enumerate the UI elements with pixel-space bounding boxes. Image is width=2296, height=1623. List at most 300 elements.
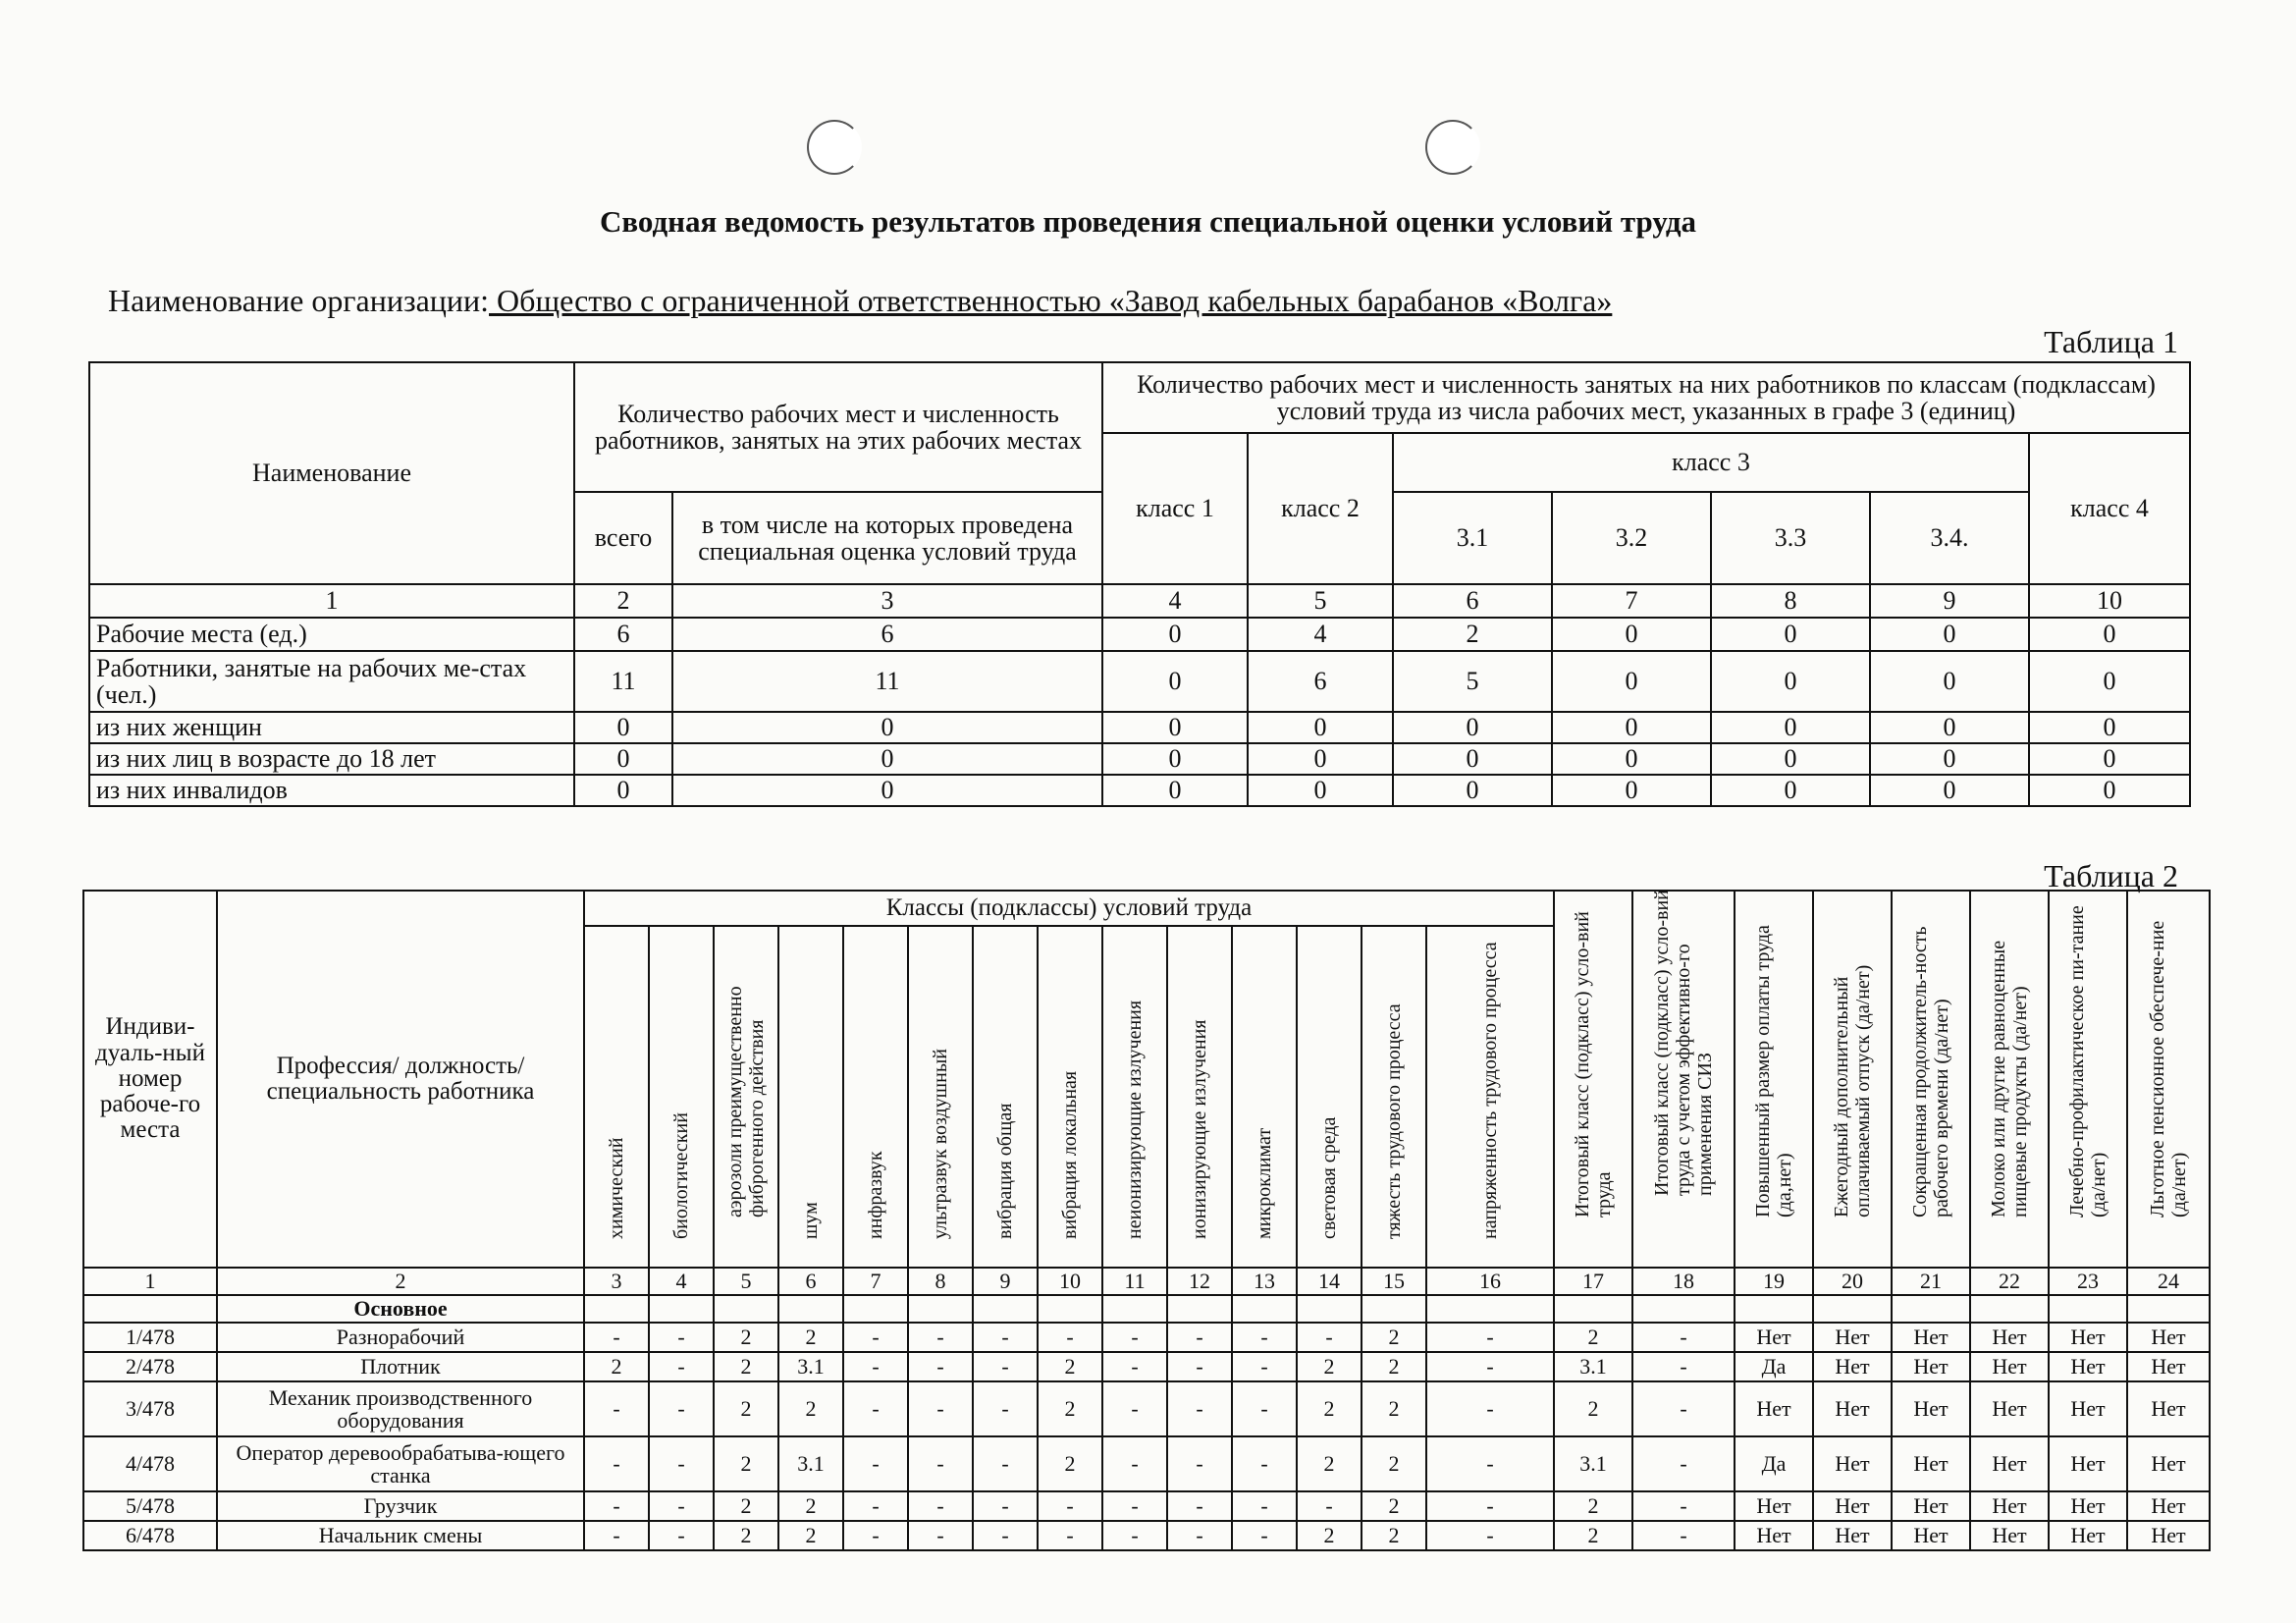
- t1-cell: 6: [1248, 651, 1393, 712]
- t2-header-factor: световая среда: [1297, 926, 1362, 1268]
- t2-cell: Нет: [1970, 1491, 2049, 1521]
- t2-colnum: 8: [908, 1268, 973, 1295]
- t2-cell: Нет: [2049, 1521, 2127, 1550]
- t2-cell: -: [1038, 1521, 1102, 1550]
- t2-header-factor: тяжесть трудового процесса: [1362, 926, 1426, 1268]
- t1-colnum: 8: [1711, 584, 1870, 618]
- t2-empty-cell: [1632, 1295, 1735, 1323]
- t2-cell: -: [1167, 1436, 1232, 1491]
- t2-cell: Нет: [2127, 1521, 2210, 1550]
- t2-empty-cell: [1232, 1295, 1297, 1323]
- t2-cell: 2: [778, 1491, 843, 1521]
- t2-cell: -: [973, 1436, 1038, 1491]
- t2-header-factor: вибрация общая: [973, 926, 1038, 1268]
- t2-cell: 2: [1297, 1352, 1362, 1381]
- t2-cell: Нет: [1735, 1491, 1813, 1521]
- t1-cell: 0: [1552, 618, 1711, 651]
- t2-cell: Нет: [2127, 1323, 2210, 1352]
- t1-colnum: 4: [1102, 584, 1248, 618]
- t2-colnum: 3: [584, 1268, 649, 1295]
- t2-cell: -: [1632, 1521, 1735, 1550]
- t1-cell: 0: [1711, 775, 1870, 806]
- t2-cell: Нет: [2049, 1491, 2127, 1521]
- t1-cell: 0: [1870, 618, 2029, 651]
- t2-cell: -: [1232, 1323, 1297, 1352]
- t1-cell: 0: [2029, 743, 2190, 775]
- t1-cell: 0: [2029, 651, 2190, 712]
- t1-header-count: Количество рабочих мест и численность работников, занятых на этих рабочих местах: [574, 362, 1102, 492]
- t2-empty-cell: [83, 1295, 217, 1323]
- t1-colnum: 1: [89, 584, 574, 618]
- t1-cell: 0: [1711, 618, 1870, 651]
- t2-cell: 2: [1554, 1491, 1632, 1521]
- t1-row-label: из них женщин: [89, 712, 574, 743]
- t2-cell: -: [584, 1436, 649, 1491]
- t1-header-class4: класс 4: [2029, 433, 2190, 584]
- t2-cell: -: [908, 1323, 973, 1352]
- t2-cell: -: [843, 1436, 908, 1491]
- t1-colnum: 6: [1393, 584, 1552, 618]
- t2-row: [83, 1491, 2210, 1521]
- t2-cell: -: [1426, 1381, 1554, 1436]
- t2-cell: Нет: [1735, 1381, 1813, 1436]
- t1-cell: 4: [1248, 618, 1393, 651]
- t2-cell: 2: [714, 1352, 778, 1381]
- t2-cell: -: [584, 1323, 649, 1352]
- t2-colnum: 22: [1970, 1268, 2049, 1295]
- t2-cell: 2: [1297, 1436, 1362, 1491]
- t2-colnum: 15: [1362, 1268, 1426, 1295]
- t1-cell: 0: [574, 712, 672, 743]
- t2-cell: -: [1426, 1521, 1554, 1550]
- t2-cell: -: [973, 1521, 1038, 1550]
- t2-cell: -: [1102, 1521, 1167, 1550]
- t2-section-label: Основное: [217, 1295, 584, 1323]
- t2-cell: -: [584, 1521, 649, 1550]
- t2-header-factor: ионизирующие излучения: [1167, 926, 1232, 1268]
- t1-cell: 0: [2029, 618, 2190, 651]
- t1-body: [89, 618, 2190, 806]
- t2-cell: 2: [714, 1323, 778, 1352]
- t2-cell: Нет: [2049, 1381, 2127, 1436]
- t2-header-factor: шум: [778, 926, 843, 1268]
- t2-cell: Нет: [1970, 1436, 2049, 1491]
- t1-header-3-1: 3.1: [1393, 492, 1552, 584]
- t1-cell: 2: [1393, 618, 1552, 651]
- t1-cell: 6: [672, 618, 1102, 651]
- organization-line: [108, 283, 1612, 319]
- t2-workplace-id: 1/478: [83, 1323, 217, 1352]
- page-title: Сводная ведомость результатов проведения специальной оценки условий труда: [599, 204, 1697, 239]
- t2-colnum: 13: [1232, 1268, 1297, 1295]
- t1-cell: 11: [574, 651, 672, 712]
- t2-cell: -: [1102, 1352, 1167, 1381]
- t1-cell: 0: [1393, 743, 1552, 775]
- t1-cell: 0: [1552, 743, 1711, 775]
- t2-header-result: Молоко или другие равноценные пищевые продукты (да/нет): [1970, 891, 2049, 1268]
- t2-header-factor: микроклимат: [1232, 926, 1297, 1268]
- t1-row: [89, 618, 2190, 651]
- t2-cell: -: [1232, 1381, 1297, 1436]
- t2-cell: -: [908, 1491, 973, 1521]
- t2-colnum: 14: [1297, 1268, 1362, 1295]
- t2-cell: -: [1167, 1381, 1232, 1436]
- t2-cell: Нет: [1970, 1352, 2049, 1381]
- t1-row: [89, 712, 2190, 743]
- t2-cell: 2: [1362, 1381, 1426, 1436]
- t2-header-factor: напряженность трудового процесса: [1426, 926, 1554, 1268]
- t2-profession: Разнорабочий: [217, 1323, 584, 1352]
- t2-cell: 2: [1554, 1381, 1632, 1436]
- t2-colnum: 20: [1813, 1268, 1892, 1295]
- t2-colnum: 7: [843, 1268, 908, 1295]
- t2-cell: 2: [584, 1352, 649, 1381]
- t2-cell: -: [1297, 1323, 1362, 1352]
- t2-row: [83, 1352, 2210, 1381]
- t2-cell: Нет: [1892, 1352, 1970, 1381]
- t2-cell: -: [1232, 1521, 1297, 1550]
- t2-cell: -: [908, 1352, 973, 1381]
- t2-colnum: 12: [1167, 1268, 1232, 1295]
- t2-cell: -: [973, 1323, 1038, 1352]
- t2-profession: Начальник смены: [217, 1521, 584, 1550]
- t2-cell: -: [973, 1381, 1038, 1436]
- t2-cell: 2: [1362, 1352, 1426, 1381]
- t2-workplace-id: 3/478: [83, 1381, 217, 1436]
- t1-header-assessed: в том числе на которых проведена специальная оценка условий труда: [672, 492, 1102, 584]
- t1-row-label: Рабочие места (ед.): [89, 618, 574, 651]
- t2-cell: -: [584, 1491, 649, 1521]
- t2-profession: Оператор деревообрабатыва-ющего станка: [217, 1436, 584, 1491]
- t2-cell: Нет: [2049, 1323, 2127, 1352]
- t1-colnum-row: [89, 584, 2190, 618]
- t1-header-3-3: 3.3: [1711, 492, 1870, 584]
- t1-row: [89, 651, 2190, 712]
- t2-cell: -: [843, 1491, 908, 1521]
- t2-colnum: 6: [778, 1268, 843, 1295]
- t2-empty-cell: [1970, 1295, 2049, 1323]
- t2-cell: -: [1297, 1491, 1362, 1521]
- t2-cell: Нет: [1892, 1381, 1970, 1436]
- t1-colnum: 5: [1248, 584, 1393, 618]
- t2-cell: Да: [1735, 1436, 1813, 1491]
- t2-cell: 3.1: [778, 1352, 843, 1381]
- t2-empty-cell: [1102, 1295, 1167, 1323]
- t2-cell: 2: [1038, 1381, 1102, 1436]
- t2-cell: 2: [1362, 1436, 1426, 1491]
- t2-header-factor: аэрозоли преимущественно фиброгенного действия: [714, 926, 778, 1268]
- t2-cell: -: [1102, 1381, 1167, 1436]
- t2-empty-cell: [1426, 1295, 1554, 1323]
- t1-header-3-4: 3.4.: [1870, 492, 2029, 584]
- t2-colnum: 1: [83, 1268, 217, 1295]
- t1-cell: 0: [1711, 651, 1870, 712]
- t2-empty-cell: [2049, 1295, 2127, 1323]
- t1-cell: 0: [1393, 712, 1552, 743]
- t2-cell: -: [1232, 1491, 1297, 1521]
- t2-empty-cell: [1362, 1295, 1426, 1323]
- workplace-table: [82, 890, 2211, 1551]
- t2-cell: 2: [1554, 1521, 1632, 1550]
- t2-colnum: 21: [1892, 1268, 1970, 1295]
- t2-header-classes: Классы (подклассы) условий труда: [584, 891, 1554, 926]
- t2-colnum: 5: [714, 1268, 778, 1295]
- t2-cell: 2: [1554, 1323, 1632, 1352]
- t2-cell: -: [1102, 1436, 1167, 1491]
- t2-colnum: 11: [1102, 1268, 1167, 1295]
- t2-cell: -: [649, 1521, 714, 1550]
- t1-colnum: 10: [2029, 584, 2190, 618]
- t2-cell: -: [1426, 1436, 1554, 1491]
- t2-cell: -: [1632, 1323, 1735, 1352]
- t2-cell: Нет: [1813, 1491, 1892, 1521]
- t2-cell: -: [1167, 1352, 1232, 1381]
- t2-header-result: Ежегодный дополнительный оплачиваемый отпуск (да/нет): [1813, 891, 1892, 1268]
- t2-row: [83, 1521, 2210, 1550]
- t1-cell: 0: [1102, 651, 1248, 712]
- t2-cell: 3.1: [1554, 1436, 1632, 1491]
- t2-header-factor: неионизирующие излучения: [1102, 926, 1167, 1268]
- t1-header-name: Наименование: [89, 362, 574, 584]
- t2-cell: Нет: [1813, 1521, 1892, 1550]
- t2-cell: -: [1232, 1352, 1297, 1381]
- t1-cell: 5: [1393, 651, 1552, 712]
- t2-cell: Нет: [1892, 1491, 1970, 1521]
- t2-workplace-id: 2/478: [83, 1352, 217, 1381]
- t1-cell: 0: [1102, 775, 1248, 806]
- t2-empty-cell: [778, 1295, 843, 1323]
- t1-cell: 0: [1552, 712, 1711, 743]
- t2-cell: -: [908, 1381, 973, 1436]
- t1-cell: 0: [2029, 775, 2190, 806]
- t1-colnum: 7: [1552, 584, 1711, 618]
- t1-cell: 0: [1711, 712, 1870, 743]
- t1-cell: 0: [1870, 651, 2029, 712]
- t2-cell: -: [908, 1436, 973, 1491]
- t1-cell: 0: [1248, 743, 1393, 775]
- t2-cell: -: [1426, 1352, 1554, 1381]
- t2-cell: Да: [1735, 1352, 1813, 1381]
- t1-cell: 0: [1711, 743, 1870, 775]
- t2-cell: Нет: [2127, 1491, 2210, 1521]
- t2-cell: Нет: [1970, 1381, 2049, 1436]
- t1-cell: 0: [1870, 775, 2029, 806]
- t2-cell: -: [1632, 1436, 1735, 1491]
- t2-cell: -: [1426, 1491, 1554, 1521]
- t2-cell: -: [1426, 1323, 1554, 1352]
- t2-colnum: 10: [1038, 1268, 1102, 1295]
- t2-cell: -: [843, 1521, 908, 1550]
- t2-header-result: Лечебно-профилактическое пи-тание (да/нет): [2049, 891, 2127, 1268]
- t2-cell: Нет: [2049, 1352, 2127, 1381]
- t1-cell: 11: [672, 651, 1102, 712]
- t2-cell: 2: [1362, 1491, 1426, 1521]
- t2-workplace-id: 6/478: [83, 1521, 217, 1550]
- t2-row: [83, 1323, 2210, 1352]
- t2-colnum: 19: [1735, 1268, 1813, 1295]
- t2-colnum: 4: [649, 1268, 714, 1295]
- t2-cell: 2: [714, 1521, 778, 1550]
- t2-empty-cell: [1735, 1295, 1813, 1323]
- t2-cell: -: [843, 1323, 908, 1352]
- t2-cell: Нет: [1970, 1521, 2049, 1550]
- t2-cell: 2: [714, 1436, 778, 1491]
- t1-cell: 0: [1393, 775, 1552, 806]
- t2-empty-cell: [908, 1295, 973, 1323]
- t1-header-class1: класс 1: [1102, 433, 1248, 584]
- t2-cell: -: [843, 1381, 908, 1436]
- t2-header-factor: вибрация локальная: [1038, 926, 1102, 1268]
- t2-cell: -: [1632, 1352, 1735, 1381]
- t2-empty-cell: [1554, 1295, 1632, 1323]
- t1-cell: 0: [672, 775, 1102, 806]
- t2-cell: 2: [778, 1381, 843, 1436]
- t2-empty-cell: [714, 1295, 778, 1323]
- t2-cell: -: [649, 1323, 714, 1352]
- t2-cell: -: [1167, 1491, 1232, 1521]
- t2-empty-cell: [1038, 1295, 1102, 1323]
- t2-cell: 2: [1297, 1521, 1362, 1550]
- t2-cell: -: [1102, 1323, 1167, 1352]
- summary-table: [88, 361, 2191, 807]
- t2-colnum: 9: [973, 1268, 1038, 1295]
- t2-cell: -: [1038, 1323, 1102, 1352]
- t2-header-factor: ультразвук воздушный: [908, 926, 973, 1268]
- t2-cell: 3.1: [778, 1436, 843, 1491]
- t2-cell: Нет: [2049, 1436, 2127, 1491]
- t2-cell: 2: [714, 1381, 778, 1436]
- t2-cell: Нет: [2127, 1352, 2210, 1381]
- t1-row: [89, 743, 2190, 775]
- punch-hole-right: [1425, 120, 1480, 175]
- t2-empty-cell: [2127, 1295, 2210, 1323]
- t2-colnum-row: [83, 1268, 2210, 1295]
- t1-cell: 0: [1552, 651, 1711, 712]
- t2-cell: -: [1102, 1491, 1167, 1521]
- t2-cell: Нет: [1892, 1436, 1970, 1491]
- t1-cell: 0: [2029, 712, 2190, 743]
- t2-empty-cell: [973, 1295, 1038, 1323]
- t2-empty-cell: [1813, 1295, 1892, 1323]
- t2-colnum: 24: [2127, 1268, 2210, 1295]
- t1-cell: 0: [672, 712, 1102, 743]
- t2-header-result: Сокращенная продолжитель-ность рабочего времени (да/нет): [1892, 891, 1970, 1268]
- t1-cell: 0: [1870, 712, 2029, 743]
- t2-cell: 2: [1362, 1521, 1426, 1550]
- t2-cell: -: [649, 1381, 714, 1436]
- t1-colnum: 9: [1870, 584, 2029, 618]
- t2-cell: -: [649, 1352, 714, 1381]
- t2-colnum: 2: [217, 1268, 584, 1295]
- t2-header-factor: инфразвук: [843, 926, 908, 1268]
- t2-cell: -: [908, 1521, 973, 1550]
- t2-cell: Нет: [1813, 1436, 1892, 1491]
- t2-cell: -: [649, 1491, 714, 1521]
- t2-cell: -: [649, 1436, 714, 1491]
- t1-header-class2: класс 2: [1248, 433, 1393, 584]
- t2-cell: -: [1632, 1381, 1735, 1436]
- t1-row: [89, 775, 2190, 806]
- t2-colnum: 18: [1632, 1268, 1735, 1295]
- t2-profession: Плотник: [217, 1352, 584, 1381]
- t2-header-result: Итоговый класс (подкласс) усло-вий труда: [1554, 891, 1632, 1268]
- t1-header-classes: Количество рабочих мест и численность занятых на них работников по классам (подклассам) условий труда из числа рабочих мест, указанных в графе 3 (единиц): [1102, 362, 2190, 433]
- t2-cell: 2: [1362, 1323, 1426, 1352]
- t2-row: [83, 1436, 2210, 1491]
- t2-cell: Нет: [2127, 1436, 2210, 1491]
- organization-label: Наименование организации:: [108, 283, 490, 318]
- t2-cell: -: [1167, 1521, 1232, 1550]
- t2-header-factor: биологический: [649, 926, 714, 1268]
- t1-row-label: из них инвалидов: [89, 775, 574, 806]
- t1-cell: 6: [574, 618, 672, 651]
- t2-cell: Нет: [1892, 1521, 1970, 1550]
- t1-cell: 0: [1248, 775, 1393, 806]
- t2-profession: Механик производственного оборудования: [217, 1381, 584, 1436]
- t2-cell: Нет: [2127, 1381, 2210, 1436]
- t2-cell: Нет: [1735, 1323, 1813, 1352]
- organization-name: Общество с ограниченной ответственностью «Завод кабельных барабанов «Волга»: [489, 283, 1613, 318]
- t2-empty-cell: [1892, 1295, 1970, 1323]
- t2-cell: -: [584, 1381, 649, 1436]
- t1-cell: 0: [1102, 712, 1248, 743]
- t2-empty-cell: [1297, 1295, 1362, 1323]
- t2-cell: -: [1632, 1491, 1735, 1521]
- t1-colnum: 3: [672, 584, 1102, 618]
- t2-cell: 2: [778, 1521, 843, 1550]
- table2-caption: Таблица 2: [2044, 858, 2178, 893]
- t2-header-profession: Профессия/ должность/ специальность работника: [217, 891, 584, 1268]
- t2-header-result: Льготное пенсионное обеспече-ние (да/нет): [2127, 891, 2210, 1268]
- t2-empty-cell: [843, 1295, 908, 1323]
- t2-cell: 3.1: [1554, 1352, 1632, 1381]
- t1-colnum: 2: [574, 584, 672, 618]
- t1-cell: 0: [1870, 743, 2029, 775]
- t2-empty-cell: [649, 1295, 714, 1323]
- t2-cell: Нет: [1813, 1352, 1892, 1381]
- t2-cell: Нет: [1813, 1381, 1892, 1436]
- t2-cell: Нет: [1892, 1323, 1970, 1352]
- t2-body: [83, 1268, 2210, 1550]
- t1-cell: 0: [574, 743, 672, 775]
- punch-hole-left: [807, 120, 862, 175]
- t1-row-label: Работники, занятые на рабочих ме-стах (чел.): [89, 651, 574, 712]
- t2-workplace-id: 5/478: [83, 1491, 217, 1521]
- t2-section-row: [83, 1295, 2210, 1323]
- table1-caption: Таблица 1: [2044, 324, 2178, 359]
- t2-cell: -: [973, 1352, 1038, 1381]
- t2-cell: -: [1232, 1436, 1297, 1491]
- t2-cell: Нет: [1813, 1323, 1892, 1352]
- t2-colnum: 23: [2049, 1268, 2127, 1295]
- t1-cell: 0: [574, 775, 672, 806]
- t1-cell: 0: [1102, 618, 1248, 651]
- t1-row-label: из них лиц в возрасте до 18 лет: [89, 743, 574, 775]
- t1-cell: 0: [1248, 712, 1393, 743]
- t1-header-3-2: 3.2: [1552, 492, 1711, 584]
- t2-cell: Нет: [1735, 1521, 1813, 1550]
- t2-colnum: 17: [1554, 1268, 1632, 1295]
- t1-header-class3: класс 3: [1393, 433, 2029, 492]
- t2-header-result: Повышенный размер оплаты труда (да,нет): [1735, 891, 1813, 1268]
- t2-cell: 2: [1297, 1381, 1362, 1436]
- t1-header-total: всего: [574, 492, 672, 584]
- t2-cell: 2: [778, 1323, 843, 1352]
- t2-cell: -: [1038, 1491, 1102, 1521]
- t2-empty-cell: [1167, 1295, 1232, 1323]
- t2-header-id: Индиви-дуаль-ный номер рабоче-го места: [83, 891, 217, 1268]
- t2-row: [83, 1381, 2210, 1436]
